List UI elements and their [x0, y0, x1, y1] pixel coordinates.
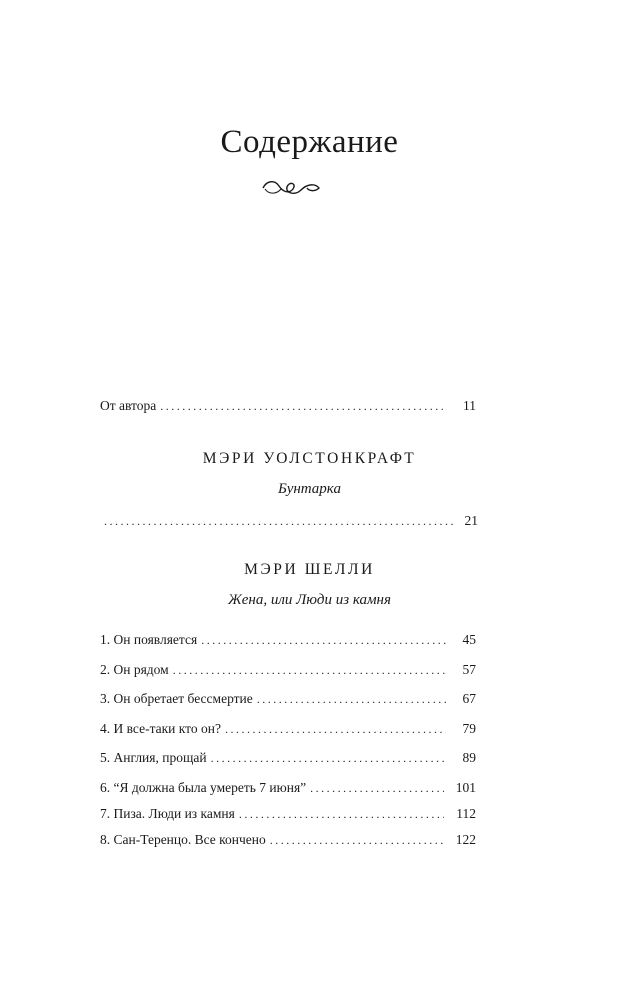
dot-leader	[257, 690, 446, 708]
entry-label: 1. Он появляется	[100, 632, 198, 647]
chapter-entry[interactable]	[100, 631, 476, 649]
chapter-entry[interactable]	[100, 661, 476, 679]
chapter-entry[interactable]	[100, 779, 476, 797]
page-number: 112	[456, 806, 476, 821]
section-heading: МЭРИ ШЕЛЛИ	[244, 561, 375, 578]
entry-label: 7. Пиза. Люди из камня	[100, 806, 235, 821]
page-title: Содержание	[220, 124, 399, 160]
entry-label: 8. Сан-Теренцо. Все кончено	[100, 832, 266, 847]
entry-label: 2. Он рядом	[100, 662, 169, 677]
toc-entry-section-1[interactable]	[104, 512, 478, 530]
chapter-entry[interactable]	[100, 805, 476, 823]
toc-entry-intro[interactable]	[100, 397, 476, 415]
entry-label: 5. Англия, прощай	[100, 750, 207, 765]
chapter-entry[interactable]	[100, 720, 476, 738]
page-number: 67	[462, 691, 476, 706]
dot-leader	[211, 749, 446, 767]
dot-leader	[225, 720, 446, 738]
page-number: 101	[455, 780, 476, 795]
page-number: 57	[462, 662, 476, 677]
dot-leader	[310, 779, 444, 797]
dot-leader	[239, 805, 444, 823]
entry-label: От автора	[100, 398, 157, 413]
dot-leader	[160, 397, 446, 415]
section-subtitle: Жена, или Люди из камня	[228, 592, 391, 608]
dot-leader	[270, 831, 444, 849]
page-number: 79	[462, 721, 476, 736]
entry-label: 3. Он обретает бессмертие	[100, 691, 253, 706]
entry-label: 4. И все-таки кто он?	[100, 721, 221, 736]
page-number: 89	[462, 750, 476, 765]
dot-leader	[173, 661, 446, 679]
page-number: 45	[462, 632, 476, 647]
chapter-entry[interactable]	[100, 690, 476, 708]
page-number: 11	[463, 398, 476, 413]
section-subtitle: Бунтарка	[278, 481, 341, 497]
section-heading: МЭРИ УОЛСТОНКРАФТ	[202, 450, 417, 467]
page-number: 21	[464, 513, 478, 528]
flourish-ornament-icon	[259, 177, 323, 199]
dot-leader	[104, 512, 456, 530]
chapter-entry[interactable]	[100, 831, 476, 849]
chapter-entry[interactable]	[100, 749, 476, 767]
entry-label: 6. “Я должна была умереть 7 июня”	[100, 780, 307, 795]
dot-leader	[201, 631, 446, 649]
page-number: 122	[455, 832, 476, 847]
